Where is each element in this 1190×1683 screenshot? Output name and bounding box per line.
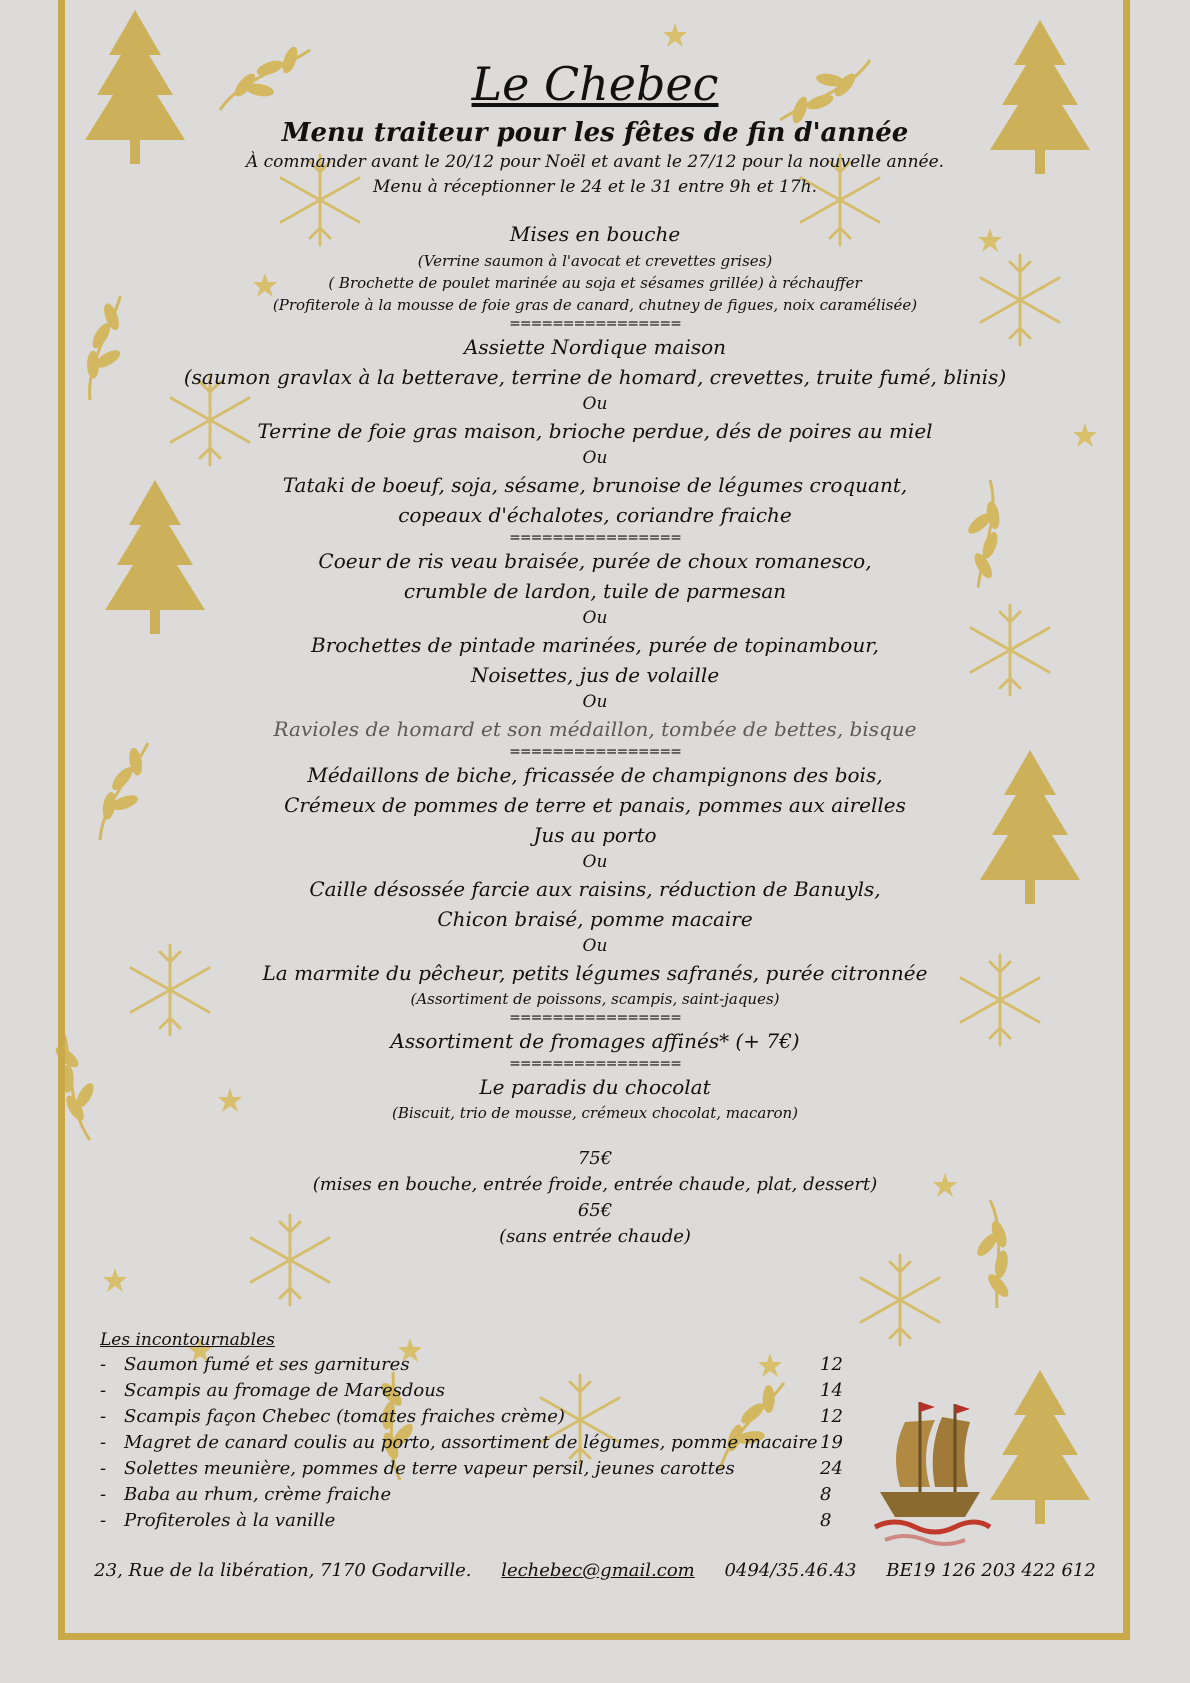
- item-price: 12: [820, 1406, 843, 1427]
- list-item: - Scampis au fromage de Maresdous 14: [100, 1378, 860, 1404]
- price-reduced: 65€: [577, 1200, 613, 1221]
- dessert-title: Le paradis du chocolat: [479, 1075, 711, 1099]
- footer: [70, 1560, 1120, 1581]
- item-name: Profiteroles à la vanille: [124, 1510, 336, 1531]
- item-name: Solettes meunière, pommes de terre vapeur persil, jeunes carottes: [124, 1458, 735, 1479]
- price-reduced-desc: (sans entrée chaude): [499, 1226, 691, 1247]
- list-item: - Saumon fumé et ses garnitures 12: [100, 1352, 860, 1378]
- item-price: 12: [820, 1354, 843, 1375]
- incontournables-list: [100, 1328, 860, 1534]
- restaurant-title: Le Chebec: [471, 57, 719, 111]
- item-name: Magret de canard coulis au porto, assortiment de légumes, pomme macaire: [124, 1432, 818, 1453]
- mises-item: (Profiterole à la mousse de foie gras de canard, chutney de figues, noix caramélisée): [272, 296, 918, 314]
- cold-starter-2: Terrine de foie gras maison, brioche perdue, dés de poires au miel: [257, 419, 933, 443]
- menu-subtitle: Menu traiteur pour les fêtes de fin d'année: [281, 118, 909, 148]
- hot-starter-1-line1: Coeur de ris veau braisée, purée de choux romanesco,: [318, 549, 872, 573]
- email-link[interactable]: lechebec@gmail.com: [501, 1560, 695, 1581]
- incontournables-title: Les incontournables: [100, 1330, 275, 1350]
- item-price: 8: [820, 1510, 832, 1531]
- or-label: Ou: [582, 394, 608, 414]
- list-item: - Scampis façon Chebec (tomates fraiches crème) 12: [100, 1404, 860, 1430]
- separator: ================: [509, 316, 681, 332]
- item-name: Saumon fumé et ses garnitures: [124, 1354, 410, 1375]
- or-label: Ou: [582, 936, 608, 956]
- cold-starter-1-title: Assiette Nordique maison: [463, 335, 727, 359]
- main-3-desc: (Assortiment de poissons, scampis, saint-jaques): [410, 990, 780, 1008]
- address: 23, Rue de la libération, 7170 Godarville.: [94, 1560, 472, 1581]
- main-1-line1: Médaillons de biche, fricassée de champignons des bois,: [307, 763, 883, 787]
- item-price: 19: [820, 1432, 843, 1453]
- mises-item: ( Brochette de poulet marinée au soja et sésames grillée) à réchauffer: [328, 274, 862, 292]
- or-label: Ou: [582, 448, 608, 468]
- item-price: 24: [820, 1458, 843, 1479]
- vat-number: BE19 126 203 422 612: [886, 1560, 1096, 1581]
- cold-starter-1-desc: (saumon gravlax à la betterave, terrine de homard, crevettes, truite fumé, blinis): [183, 365, 1007, 389]
- mises-title: Mises en bouche: [509, 222, 681, 246]
- list-item: - Solettes meunière, pommes de terre vapeur persil, jeunes carottes 24: [100, 1456, 860, 1482]
- hot-starter-3: Ravioles de homard et son médaillon, tombée de bettes, bisque: [273, 717, 917, 741]
- cold-starter-3-line1: Tataki de boeuf, soja, sésame, brunoise de légumes croquant,: [282, 473, 908, 497]
- dessert-desc: (Biscuit, trio de mousse, crémeux chocolat, macaron): [391, 1104, 799, 1122]
- separator: ================: [509, 1056, 681, 1072]
- ship-logo: [860, 1392, 1000, 1552]
- cheese-option: Assortiment de fromages affinés* (+ 7€): [390, 1029, 800, 1053]
- main-1-line3: Jus au porto: [533, 823, 657, 847]
- or-label: Ou: [582, 608, 608, 628]
- item-price: 8: [820, 1484, 832, 1505]
- item-name: Baba au rhum, crème fraiche: [124, 1484, 392, 1505]
- item-name: Scampis façon Chebec (tomates fraiches crème): [124, 1406, 565, 1427]
- item-price: 14: [820, 1380, 843, 1401]
- main-2-line2: Chicon braisé, pomme macaire: [437, 907, 753, 931]
- phone: 0494/35.46.43: [724, 1560, 857, 1581]
- or-label: Ou: [582, 692, 608, 712]
- delivery-info: Menu à réceptionner le 24 et le 31 entre 9h et 17h.: [372, 177, 817, 197]
- or-label: Ou: [582, 852, 608, 872]
- separator: ================: [509, 744, 681, 760]
- list-item: - Baba au rhum, crème fraiche 8: [100, 1482, 860, 1508]
- order-info: À commander avant le 20/12 pour Noël et avant le 27/12 pour la nouvelle année.: [245, 152, 945, 172]
- separator: ================: [509, 1010, 681, 1026]
- cold-starter-3-line2: copeaux d'échalotes, coriandre fraiche: [398, 503, 792, 527]
- price-full: 75€: [577, 1148, 613, 1169]
- price-full-desc: (mises en bouche, entrée froide, entrée chaude, plat, dessert): [312, 1174, 878, 1195]
- mises-item: (Verrine saumon à l'avocat et crevettes grises): [417, 252, 773, 270]
- hot-starter-1-line2: crumble de lardon, tuile de parmesan: [403, 579, 787, 603]
- main-1-line2: Crémeux de pommes de terre et panais, pommes aux airelles: [284, 793, 906, 817]
- item-name: Scampis au fromage de Maresdous: [124, 1380, 446, 1401]
- main-2-line1: Caille désossée farcie aux raisins, réduction de Banuyls,: [309, 877, 881, 901]
- hot-starter-2-line2: Noisettes, jus de volaille: [470, 663, 720, 687]
- separator: ================: [509, 530, 681, 546]
- menu-content: [70, 52, 1120, 1250]
- main-3: La marmite du pêcheur, petits légumes safranés, purée citronnée: [262, 961, 928, 985]
- list-item: - Magret de canard coulis au porto, assortiment de légumes, pomme macaire 19: [100, 1430, 860, 1456]
- hot-starter-2-line1: Brochettes de pintade marinées, purée de topinambour,: [311, 633, 879, 657]
- list-item: - Profiteroles à la vanille 8: [100, 1508, 860, 1534]
